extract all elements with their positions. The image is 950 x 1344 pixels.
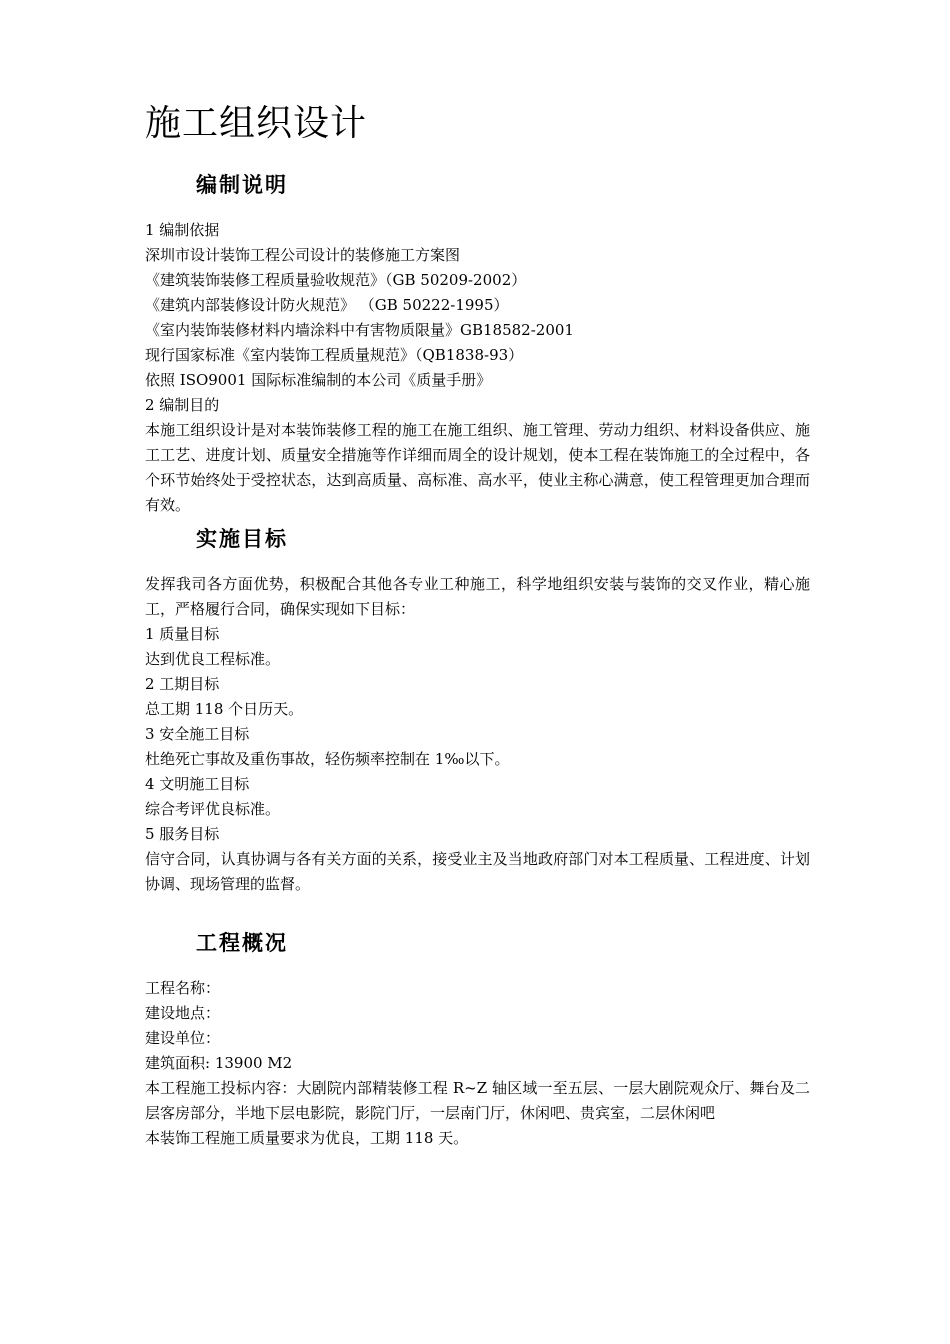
text-line: 《建筑内部装修设计防火规范》 （GB 50222-1995） [145,296,509,314]
objectives-intro: 发挥我司各方面优势，积极配合其他各专业工种施工，科学地组织安装与装饰的交叉作业，精心施工，严格履行合同，确保实现如下目标： [145,575,810,618]
text-line: 4 文明施工目标 [145,775,250,793]
text-line: 3 安全施工目标 [145,725,250,743]
section-heading-overview: 工程概况 [196,931,288,955]
text-line: 建设单位： [145,1029,221,1047]
section-overview-body [145,976,810,1151]
text-line: 工程名称： [145,979,221,997]
text-line: 2 编制目的 [145,396,220,414]
text-line: 1 质量目标 [145,625,220,643]
service-paragraph: 信守合同，认真协调与各有关方面的关系，接受业主及当地政府部门对本工程质量、工程进度、计划协调、现场管理的监督。 [145,850,810,893]
text-line: 现行国家标准《室内装饰工程质量规范》（QB1838-93） [145,346,524,364]
text-line: 建筑面积: 13900 M2 [145,1054,293,1072]
text-line: 深圳市设计装饰工程公司设计的装修施工方案图 [145,246,461,264]
text-line: 《建筑装饰装修工程质量验收规范》（GB 50209-2002） [145,271,527,289]
text-line: 建设地点： [145,1004,221,1022]
text-line: 依照 ISO9001 国际标准编制的本公司《质量手册》 [145,371,492,389]
text-line: 《室内装饰装修材料内墙涂料中有害物质限量》GB18582-2001 [145,321,574,339]
scope-paragraph: 本工程施工投标内容：大剧院内部精装修工程 R~Z 轴区域一至五层、一层大剧院观众厅、舞台及二层客房部分，半地下层电影院，影院门厅，一层南门厅，休闲吧、贵宾室，二层休闲吧 [145,1079,810,1122]
text-line: 达到优良工程标准。 [145,650,281,668]
text-line: 总工期 118 个日历天。 [145,700,304,718]
section-heading-objectives: 实施目标 [196,527,288,551]
section-objectives-body [145,572,810,897]
purpose-paragraph: 本施工组织设计是对本装饰装修工程的施工在施工组织、施工管理、劳动力组织、材料设备供应、施工工艺、进度计划、质量安全措施等作详细而周全的设计规划，使本工程在装饰施工的全过程中，各个环节始终处于受控状态，达到高质量、高标准、高水平，使业主称心满意，使工程管理更加合理而有效。 [145,421,810,514]
text-line: 综合考评优良标准。 [145,800,281,818]
section-heading-compilation: 编制说明 [196,173,288,197]
text-line: 杜绝死亡事故及重伤事故，轻伤频率控制在 1‰以下。 [145,750,510,768]
section-compilation-body [145,218,810,518]
text-line: 本装饰工程施工质量要求为优良，工期 118 天。 [145,1129,469,1147]
text-line: 2 工期目标 [145,675,220,693]
document-title: 施工组织设计 [145,103,368,144]
text-line: 1 编制依据 [145,221,220,239]
text-line: 5 服务目标 [145,825,220,843]
